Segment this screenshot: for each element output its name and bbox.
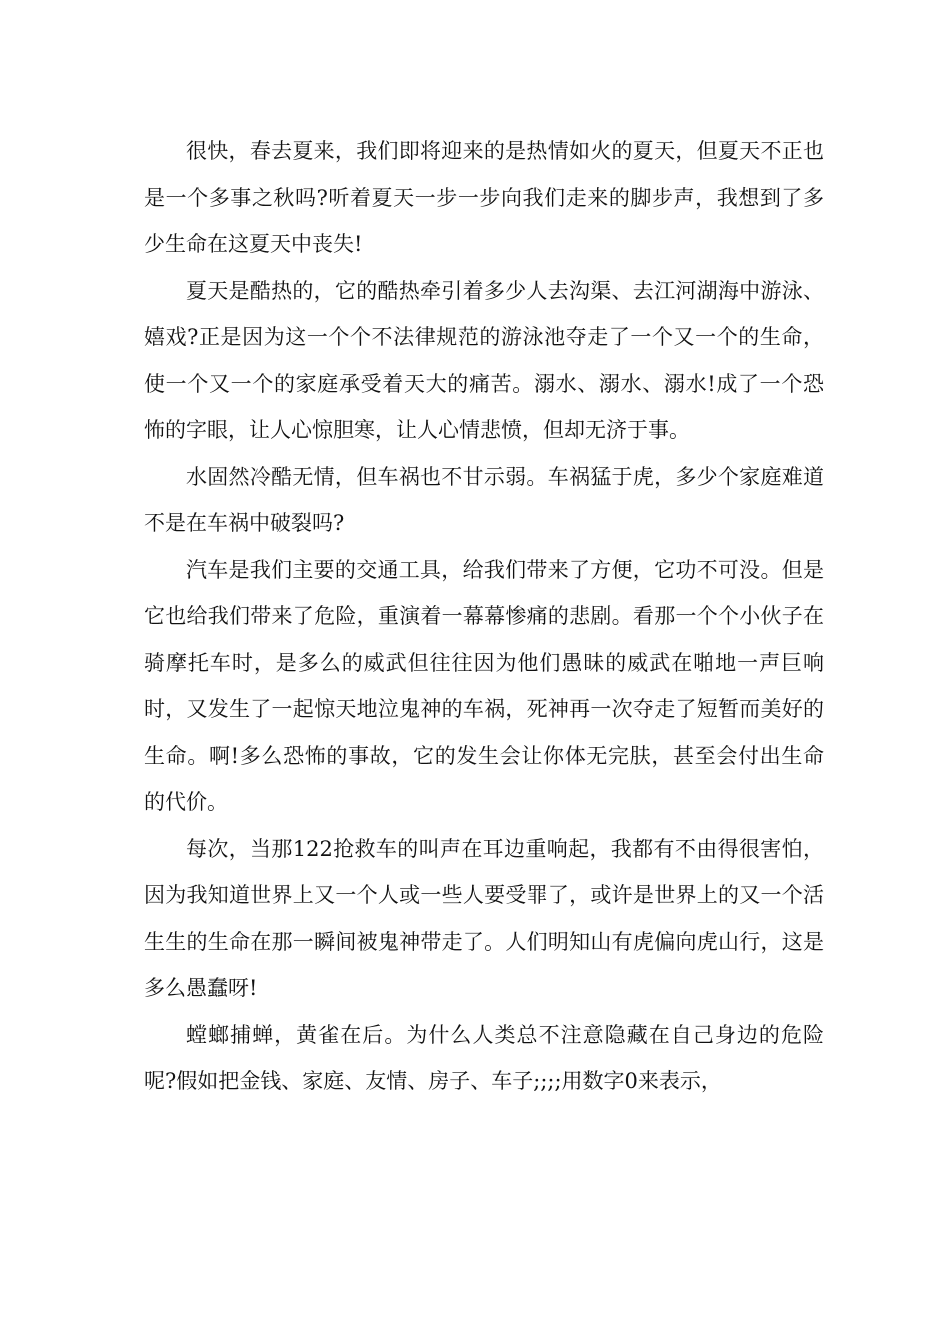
- paragraph-3: 水固然冷酷无情，但车祸也不甘示弱。车祸猛于虎，多少个家庭难道不是在车祸中破裂吗?: [144, 464, 824, 535]
- essay-body: [144, 128, 824, 1105]
- paragraph-1: 很快，春去夏来，我们即将迎来的是热情如火的夏天，但夏天不正也是一个多事之秋吗?听着夏天一步一步向我们走来的脚步声，我想到了多少生命在这夏天中丧失!: [144, 139, 824, 256]
- paragraph-6: 螳螂捕蝉，黄雀在后。为什么人类总不注意隐藏在自己身边的危险呢?假如把金钱、家庭、友情、房子、车子;;;;用数字0来表示，: [144, 1022, 824, 1093]
- paragraph-2: 夏天是酷热的，它的酷热牵引着多少人去沟渠、去江河湖海中游泳、嬉戏?正是因为这一个个不法律规范的游泳池夺走了一个又一个的生命，使一个又一个的家庭承受着天大的痛苦。溺水、溺水、溺水!成了一个恐怖的字眼，让人心惊胆寒，让人心情悲愤，但却无济于事。: [144, 278, 824, 442]
- paragraph-4: 汽车是我们主要的交通工具，给我们带来了方便，它功不可没。但是它也给我们带来了危险，重演着一幕幕惨痛的悲剧。看那一个个小伙子在骑摩托车时，是多么的威武但往往因为他们愚昧的威武在啪地一声巨响时，又发生了一起惊天地泣鬼神的车祸，死神再一次夺走了短暂而美好的生命。啊!多么恐怖的事故，它的发生会让你体无完肤，甚至会付出生命的代价。: [144, 557, 824, 814]
- paragraph-5: 每次，当那122抢救车的叫声在耳边重响起，我都有不由得很害怕，因为我知道世界上又一个人或一些人要受罪了，或许是世界上的又一个活生生的生命在那一瞬间被鬼神带走了。人们明知山有虎偏向虎山行，这是多么愚蠢呀!: [144, 836, 824, 1000]
